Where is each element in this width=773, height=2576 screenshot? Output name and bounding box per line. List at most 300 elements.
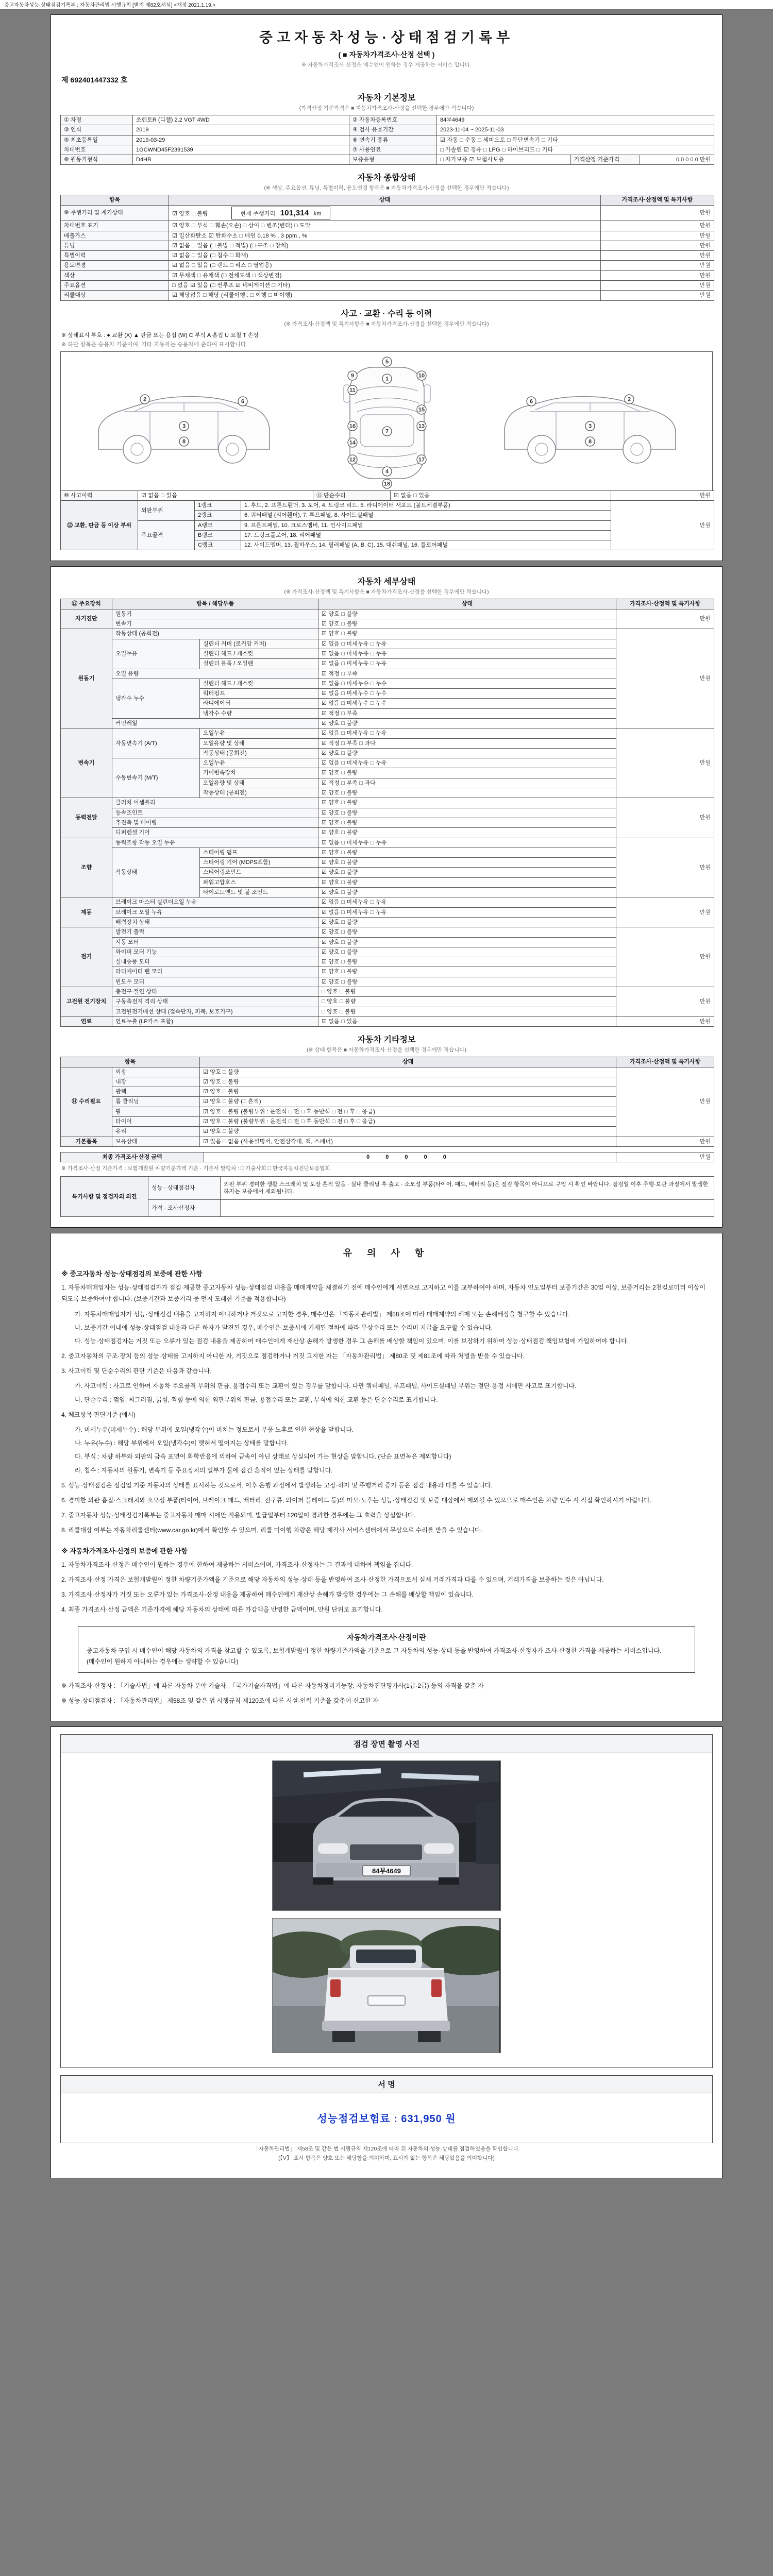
price-cell: 만원: [616, 798, 714, 838]
status-options[interactable]: ☑ 적정 □ 부족 □ 과다: [318, 738, 616, 748]
accident-legend-note: ※ 하단 항목은 승용차 기준이며, 기타 자동차는 승용차에 준하여 표시합니다.: [61, 341, 248, 348]
page-2: [51, 566, 722, 1228]
section-note-detail: (※ 가격조사·산정액 및 특기사항은 ■ 자동차가격조사·산정을 선택한 경우에만 적습니다): [284, 589, 489, 596]
notice-line: 다. 성능·상태점검자는 거짓 또는 오류가 있는 점검 내용을 제공하여 매수인에게 재산상 손해가 발생한 경우 그 손해를 배상할 책임이 있으며, 이를 보장하기 위하여 성능·상태점검 책임보험에 가입하여야 합니다.: [75, 1337, 629, 1345]
final-price-note: ※ 가격조사·산정 기준가격 : 보험개발원 차량기준가액 기준 · 기준서 발행처 : □ 기술사회 □ 한국자동차진단보증협회: [61, 1165, 330, 1172]
status-options[interactable]: ☑ 양호 □ 불량: [318, 917, 616, 927]
item-label: 변속기: [112, 619, 318, 629]
status-options[interactable]: ☑ 양호 □ 불량: [318, 798, 616, 808]
price-cell: 만원: [601, 241, 714, 250]
notice-line: 나. 보증기간 이내에 성능·상태점검 내용과 다른 하자가 발견된 경우, 매수인은 보증서에 기재된 절차에 따라 무상수리 또는 수리비 지급을 요구할 수 있습니다.: [75, 1324, 493, 1331]
inspector-label: 성능 · 상태점검자: [148, 1177, 221, 1200]
subitem-label: 스티어링조인트: [200, 868, 318, 877]
inspection-period-value: 2023-11-04 ~ 2025-11-03: [437, 125, 714, 135]
notice-line: ※ 성능·상태점검자 : 「자동차관리법」 제58조 및 같은 법 시행규칙 제120조에 따른 시설·인력 기준을 갖추어 신고한 자: [61, 1697, 379, 1705]
status-options[interactable]: ☑ 양호 □ 부식 □ 훼손(오손) □ 상이 □ 변조(변타) □ 도말: [169, 221, 601, 231]
price-cell: 만원: [616, 927, 714, 987]
car-diagram: [60, 351, 713, 490]
svg-text:7: 7: [385, 428, 389, 435]
status-options[interactable]: ☑ 양호 □ 불량: [318, 977, 616, 987]
final-price-table: [60, 1152, 714, 1162]
appraiser-comment: [221, 1200, 714, 1217]
table-row: [61, 1127, 714, 1137]
section-title-accident: 사고 · 교환 · 수리 등 이력: [341, 309, 432, 318]
final-price-label: 최종 가격조사·산정 금액: [61, 1152, 204, 1162]
svg-text:4: 4: [385, 468, 389, 475]
status-options[interactable]: ☑ 없음 □ 미세누유 □ 누유: [318, 649, 616, 658]
table-row: [61, 125, 714, 135]
status-options[interactable]: ☑ 있음 □ 없음 (사용설명서, 안전삼각대, 잭, 스패너): [200, 1137, 616, 1146]
column-header: 가격조사·산정액 및 특기사항: [601, 195, 714, 205]
table-row: [61, 977, 714, 987]
notice-line: 1. 자동차가격조사·산정은 매수인이 원하는 경우에 한하여 제공하는 서비스이며, 가격조사·산정자는 그 결과에 대하여 책임을 집니다.: [61, 1561, 413, 1568]
status-options[interactable]: ☑ 양호 □ 불량: [318, 768, 616, 778]
item-label: 오일누유: [112, 639, 200, 669]
notice-body: [60, 1268, 713, 1615]
notice-line: 6. 경미한 외관 흠집·스크래치와 소모성 부품(타이어, 브레이크 패드, 배터리, 전구류, 와이퍼 블레이드 등)의 마모·노후는 성능·상태점검 및 보증 대상에서 제외될 수 있으므로 매수인은 차량 인수 시 직접 확인하시기 바랍니다.: [61, 1496, 652, 1504]
table-row: [61, 927, 714, 937]
signature-title: 서 명: [61, 2076, 712, 2093]
price-cell: 만원: [616, 609, 714, 629]
status-options[interactable]: ☑ 적정 □ 부족 □ 과다: [318, 778, 616, 788]
notice-line: 1. 자동차매매업자는 성능·상태점검자가 점검·제공한 중고자동차 성능·상태점검 내용을 매매계약을 체결하기 전에 매수인에게 서면으로 고지하고 이를 교부하여야 하며, 자동차 인도일부터 보증기간은 30일 이상, 보증거리는 2천킬로미터 이상이 되도록 보증하여야 합니다. (보증기간과 보증거리 중 먼저 도래한 기준을 적용합니다): [61, 1284, 705, 1303]
status-options[interactable]: ☑ 적정 □ 부족: [318, 669, 616, 679]
item-label: 배력장치 상태: [112, 917, 318, 927]
status-options[interactable]: ☑ 양호 □ 불량: [318, 937, 616, 947]
item-label: 2랭크: [195, 511, 241, 520]
engine-type-value: D4HB: [133, 155, 349, 165]
price-cell: 만원: [616, 1016, 714, 1026]
accident-symbol-legend: ※ 상태표시 부호 : ● 교환 (X) ▲ 판금 또는 용접 (W) C 부식 A 흠집 U 요철 T 손상: [61, 332, 259, 338]
item-label: 윈도우 모터: [112, 977, 318, 987]
table-row: [61, 241, 714, 250]
warranty-type-options[interactable]: □ 자가보증 ☑ 보험사보증: [437, 155, 571, 165]
svg-text:13: 13: [418, 423, 425, 430]
inspection-photo-rear: [272, 1918, 501, 2053]
status-options[interactable]: ☑ 없음 □ 있음: [318, 1016, 616, 1026]
status-options[interactable]: ☑ 양호 □ 불량: [318, 858, 616, 868]
status-options[interactable]: ☑ 없음 □ 미세누유 □ 누유: [318, 838, 616, 848]
group-label: 고전원 전기장치: [61, 987, 112, 1017]
status-options[interactable]: ☑ 없음 □ 미세누유 □ 누유: [318, 639, 616, 649]
item-label: 클러치 어셈블리: [112, 798, 318, 808]
subitem-label: 워터펌프: [200, 689, 318, 699]
item-label: 주요골격: [138, 520, 195, 550]
item-label: 내장: [112, 1077, 200, 1087]
subitem-label: 타이로드엔드 및 볼 조인트: [200, 888, 318, 897]
item-label: 구동축전지 격리 상태: [112, 997, 318, 1007]
table-row: [61, 808, 714, 818]
notice-footnotes: [60, 1680, 713, 1706]
status-options[interactable]: ☑ 양호 □ 불량: [318, 629, 616, 639]
notice-line: ※ 자동차가격조사·산정의 보증에 관한 사항: [61, 1547, 188, 1555]
table-row: [61, 917, 714, 927]
photo-section-title: 점검 장면 촬영 사진: [61, 1735, 712, 1753]
status-options[interactable]: ☑ 양호 □ 불량: [318, 788, 616, 798]
registration-number-label: ② 자동차등록번호: [349, 115, 437, 125]
item-label: 외판부위: [138, 500, 195, 520]
inspection-insurance-fee: 성능점검보험료 : 631,950 원: [317, 2113, 456, 2125]
status-options[interactable]: ☑ 양호 □ 불량: [318, 848, 616, 857]
table-row: [61, 669, 714, 679]
item-label: 추진축 및 베어링: [112, 818, 318, 827]
svg-text:9: 9: [350, 372, 355, 379]
status-options[interactable]: □ 양호 □ 불량: [318, 1007, 616, 1016]
status-options[interactable]: ☑ 양호 □ 불량: [200, 1077, 616, 1087]
price-cell: 만원: [601, 261, 714, 270]
document-number: [61, 75, 712, 85]
license-plate-text: 84부4649: [372, 1867, 401, 1875]
status-options[interactable]: ☑ 없음 □ 미세누수 □ 누수: [318, 689, 616, 699]
notice-line: 2. 중고자동차의 구조·장치 등의 성능·상태를 고지하지 아니한 자, 거짓으로 점검하거나 거짓 고지한 자는 「자동차관리법」 제80조 및 제81조에 따라 처벌을 받을 수 있습니다.: [61, 1352, 525, 1360]
table-row: [61, 897, 714, 907]
notice-line: 가. 자동차매매업자가 성능·상태점검 내용을 고지하지 아니하거나 거짓으로 고지한 경우, 매수인은 「자동차관리법」 제58조에 따라 매매계약의 해제 또는 손해배상을 청구할 수 있습니다.: [75, 1310, 570, 1318]
registration-number-value: 84부4649: [437, 115, 714, 125]
table-row: [61, 1137, 714, 1146]
table-row: [61, 261, 714, 270]
item-label: 동력조향 작동 오일 누유: [112, 838, 318, 848]
svg-text:3: 3: [588, 423, 592, 430]
base-price-value: 0 0 0 0 0 만원: [640, 155, 714, 165]
column-header: 항목: [61, 1057, 200, 1067]
car-diagram-svg: [61, 354, 713, 490]
page-3: [51, 1233, 722, 1721]
status-options[interactable]: ☑ 일산화탄소 ☑ 탄화수소 □ 매연 0.18 % , 3 ppm , %: [169, 231, 601, 241]
subitem-label: 스티어링 기어 (MDPS포함): [200, 858, 318, 868]
item-label: A랭크: [195, 520, 241, 530]
status-options[interactable]: ☑ 적정 □ 부족: [318, 708, 616, 718]
status-options[interactable]: ☑ 양호 □ 불량: [318, 888, 616, 897]
inspection-photo-section: [60, 1734, 713, 2068]
document-subtitle-note: ※ 자동차가격조사·산정은 매수인이 원하는 경우 제공하는 서비스 입니다.: [301, 62, 472, 68]
item-label: 용도변경: [61, 261, 169, 270]
subitem-label: 작동상태 (공회전): [200, 748, 318, 758]
svg-text:15: 15: [418, 406, 425, 413]
table-row: [61, 798, 714, 808]
table-row: [61, 1177, 714, 1200]
notice-line: 2. 가격조사·산정 가격은 보험개발원이 정한 차량기준가액을 기준으로 해당 자동차의 성능·상태 등을 반영하여 조사·산정한 가격으로서 실제 거래가격과 다를 수 있으며, 거래가격을 보증하는 것은 아닙니다.: [61, 1575, 604, 1583]
document-title: 중고자동차성능·상태점검기록부: [259, 30, 514, 45]
signature-section: [60, 2075, 713, 2143]
other-info-table: [60, 1057, 714, 1147]
fuel-label: ⑦ 사용연료: [349, 145, 437, 155]
accident-status-table: [60, 490, 714, 501]
current-mileage-box: [231, 207, 330, 220]
text-cell: 1. 후드, 2. 프론트휀더, 3. 도어, 4. 트렁크 리드, 5. 라디에이터 서포트 (볼트체결부품): [241, 500, 611, 510]
table-row: [61, 1016, 714, 1026]
column-header: 항목 / 해당부품: [112, 599, 318, 609]
price-cell: 만원: [616, 838, 714, 897]
svg-text:6: 6: [241, 398, 245, 405]
subitem-label: 라디에이터: [200, 699, 318, 708]
item-label: 발전기 출력: [112, 927, 318, 937]
price-cell: 만원: [601, 270, 714, 280]
table-row: [61, 251, 714, 261]
status-options[interactable]: ☑ 양호 □ 불량: [318, 828, 616, 838]
table-row: [61, 947, 714, 957]
status-options[interactable]: ☑ 양호 □ 불량: [200, 1067, 616, 1077]
table-row: [61, 1087, 714, 1097]
table-row: [61, 997, 714, 1007]
item-label: 연료누출 (LP가스 포함): [112, 1016, 318, 1026]
item-label: 등속조인트: [112, 808, 318, 818]
item-label: 배출가스: [61, 231, 169, 241]
price-cell: 만원: [601, 205, 714, 221]
status-options[interactable]: ☑ 양호 □ 불량: [318, 957, 616, 967]
status-options[interactable]: □ 양호 □ 불량: [318, 997, 616, 1007]
status-options[interactable]: ☑ 양호 □ 불량: [200, 1127, 616, 1137]
status-options[interactable]: ☑ 해당없음 □ 해당 (리콜이행 : □ 이행 □ 미이행): [169, 291, 601, 300]
notice-line: 4. 체크항목 판단기준 (예시): [61, 1411, 136, 1418]
model-year-label: ③ 연식: [61, 125, 133, 135]
status-options[interactable]: ☑ 양호 □ 불량: [318, 609, 616, 619]
text-cell: 9. 프론트패널, 10. 크로스멤버, 11. 인사이드패널: [241, 520, 611, 530]
first-registration-value: 2019-03-29: [133, 135, 349, 145]
simple-repair-label: ⑪ 단순수리: [313, 490, 391, 500]
status-options[interactable]: ☑ 없음 □ 미세누유 □ 누유: [318, 897, 616, 907]
status-options[interactable]: ☑ 양호 □ 불량 (불량부위 : 운전석 □ 전 □ 후 동반석 □ 전 □ 후 □ 응급): [200, 1116, 616, 1126]
fee-value: 631,950: [401, 2113, 442, 2125]
table-row: [61, 937, 714, 947]
table-row: [61, 599, 714, 609]
status-options[interactable]: ☑ 양호 □ 불량: [318, 877, 616, 887]
status-options[interactable]: ☑ 없음 □ 미세누수 □ 누수: [318, 699, 616, 708]
page-4: [51, 1726, 722, 2178]
group-label: 전기: [61, 927, 112, 987]
price-survey-box-title: 자동차가격조사·산정이란: [347, 1633, 426, 1642]
final-price-unit: 만원: [616, 1152, 714, 1162]
doc-no-suffix: 호: [120, 76, 128, 84]
section-note-basic: (가격산정 기준가격은 ■ 자동차가격조사·산정을 선택한 경우에만 적습니다): [299, 105, 474, 111]
odometer-status-options[interactable]: [169, 205, 601, 221]
status-options[interactable]: □ 없음 ☑ 있음 (□ 썬루프 ☑ 네비게이션 □ 기타): [169, 281, 601, 291]
svg-text:16: 16: [349, 423, 356, 430]
status-options[interactable]: ☑ 없음 □ 미세누유 □ 누유: [318, 659, 616, 669]
notice-line: 4. 최종 가격조사·산정 금액은 기준가격에 해당 자동차의 상태에 따른 가감액을 반영한 금액이며, 만원 단위로 표기합니다.: [61, 1606, 383, 1614]
price-cell: 만원: [601, 221, 714, 231]
item-label: 주요옵션: [61, 281, 169, 291]
price-cell: 만원: [611, 500, 714, 550]
status-options[interactable]: ☑ 양호 □ 불량: [318, 868, 616, 877]
item-label: 냉각수 누수: [112, 679, 200, 718]
inspection-period-label: ④ 검사 유효기간: [349, 125, 437, 135]
status-options[interactable]: ☑ 양호 □ 불량: [318, 719, 616, 728]
notice-line: 3. 사고이력 및 단순수리의 판단 기준은 다음과 같습니다.: [61, 1367, 212, 1375]
table-row: [61, 270, 714, 280]
item-label: 브레이크 오일 누유: [112, 907, 318, 917]
first-registration-label: ⑤ 최초등록일: [61, 135, 133, 145]
group-label: 조향: [61, 838, 112, 897]
table-row: [61, 1077, 714, 1087]
column-header: 가격조사·산정액 및 특기사항: [616, 599, 714, 609]
table-row: [61, 719, 714, 728]
table-row: [61, 1007, 714, 1016]
item-label: 색상: [61, 270, 169, 280]
status-options[interactable]: ☑ 없음 □ 미세누유 □ 누유: [318, 758, 616, 768]
item-label: 작동상태: [112, 848, 200, 897]
footer-legal: [60, 2145, 713, 2167]
price-cell: 만원: [611, 490, 714, 500]
svg-text:2: 2: [143, 396, 147, 403]
notice-line: 5. 성능·상태점검은 점검일 기준 자동차의 상태를 표시하는 것으로서, 이후 운행 과정에서 발생하는 고장·하자 및 주행거리 증가 등은 점검 내용과 다를 수 있습니다.: [61, 1481, 493, 1489]
warranty-type-label: 보증유형: [349, 155, 437, 165]
car-name-label: ① 차명: [61, 115, 133, 125]
model-year-value: 2019: [133, 125, 349, 135]
notice-line: ※ 가격조사·산정자 : 「기술사법」에 따른 자동차 분야 기술사, 「국가기술자격법」에 따른 자동차정비기능장, 자동차진단평가사(1급·2급) 등의 자격을 갖춘 자: [61, 1682, 484, 1690]
item-label: 작동상태 (공회전): [112, 629, 318, 639]
group-label: 기본품목: [61, 1137, 112, 1146]
item-label: 충전구 절연 상태: [112, 987, 318, 997]
notice-line: 나. 단순수리 : 꺾임, 찌그러짐, 긁힘, 찍힘 등에 의한 외판부위의 판금, 용접수리 또는 교환, 부식에 의한 교환 등은 단순수리로 표기합니다.: [75, 1396, 438, 1403]
subitem-label: 실린더 커버 (로커암 커버): [200, 639, 318, 649]
item-label: 라디에이터 팬 모터: [112, 967, 318, 977]
item-label: B랭크: [195, 530, 241, 540]
transmission-options[interactable]: ☑ 자동 □ 수동 □ 세미오토 □ 무단변속기 □ 기타: [437, 135, 714, 145]
item-label: 유리: [112, 1127, 200, 1137]
item-label: 시동 모터: [112, 937, 318, 947]
fee-label: 성능점검보험료: [317, 2113, 391, 2125]
svg-text:3: 3: [182, 423, 186, 430]
table-row: [61, 155, 714, 165]
section-title-comprehensive: 자동차 종합상태: [357, 174, 416, 183]
price-cell: 만원: [616, 629, 714, 728]
column-header: ⑬ 주요장치: [61, 599, 112, 609]
item-label: 휠: [112, 1107, 200, 1116]
status-options[interactable]: ☑ 양호 □ 불량: [200, 1087, 616, 1097]
item-label: 1랭크: [195, 500, 241, 510]
status-options[interactable]: ☑ 양호 □ 불량 (불량부위 : 운전석 □ 전 □ 후 동반석 □ 전 □ 후 □ 응급): [200, 1107, 616, 1116]
notice-line: 라. 침수 : 자동차의 원동기, 변속기 등 주요장치의 일부가 물에 잠긴 흔적이 있는 상태를 말합니다.: [75, 1466, 333, 1474]
status-options[interactable]: ☑ 양호 □ 불량: [318, 927, 616, 937]
text-cell: 6. 쿼터패널 (리어휀더), 7. 루프패널, 8. 사이드실패널: [241, 511, 611, 520]
svg-text:2: 2: [627, 396, 631, 403]
table-row: [61, 1057, 714, 1067]
item-label: 와이퍼 모터 기능: [112, 947, 318, 957]
simple-repair-options[interactable]: ☑ 없음 □ 있음: [391, 490, 611, 500]
status-options[interactable]: ☑ 없음 □ 있음 (□ 침수 □ 화재): [169, 251, 601, 261]
table-row: [61, 291, 714, 300]
table-row: [61, 145, 714, 155]
column-header: 상태: [169, 195, 601, 205]
subitem-label: 실린더 헤드 / 개스킷: [200, 679, 318, 688]
table-row: [61, 135, 714, 145]
item-label: 룸 클리닝: [112, 1097, 200, 1107]
subitem-label: 실린더 헤드 / 개스킷: [200, 649, 318, 658]
notice-line: 7. 중고자동차 성능·상태점검기록부는 중고자동차 매매 시에만 적용되며, 발급일부터 120일이 경과한 경우에는 그 효력을 상실합니다.: [61, 1512, 415, 1519]
table-row: [61, 231, 714, 241]
fuel-options[interactable]: □ 가솔린 ☑ 경유 □ LPG □ 하이브리드 □ 기타: [437, 145, 714, 155]
fee-unit: 원: [445, 2113, 456, 2125]
table-row: [61, 818, 714, 827]
status-options[interactable]: ☑ 양호 □ 불량 (□ 흔적): [200, 1097, 616, 1107]
group-label: 동력전달: [61, 798, 112, 838]
notice-line: 가. 사고이력 : 사고로 인하여 자동차 주요골격 부위의 판금, 용접수리 또는 교환이 있는 경우를 말합니다. 다만 쿼터패널, 루프패널, 사이드실패널 부위는 절단·용접 시에만 사고로 표기합니다.: [75, 1382, 577, 1390]
item-label: 원동기: [112, 609, 318, 619]
vin-label: 차대번호: [61, 145, 133, 155]
exchange-panel-table: [60, 500, 714, 550]
price-cell: 만원: [616, 1137, 714, 1146]
column-header: 가격조사·산정액 및 특기사항: [616, 1057, 714, 1067]
notice-line: 가. 미세누유(미세누수) : 해당 부위에 오일(냉각수)이 비치는 정도로서 부품 노후로 인한 현상을 말합니다.: [75, 1426, 354, 1434]
status-options[interactable]: ☑ 양호 □ 불량: [318, 619, 616, 629]
notice-title: 유 의 사 항: [343, 1248, 430, 1259]
status-options[interactable]: ☑ 양호 □ 불량: [318, 748, 616, 758]
table-row: [61, 1067, 714, 1077]
table-row: [61, 838, 714, 848]
vin-value: 1GCWND45F2391539: [133, 145, 349, 155]
column-header: 항목: [61, 195, 169, 205]
text-cell: 12. 사이드멤버, 13. 휠하우스, 14. 필러패널 (A, B, C), 15. 대쉬패널, 16. 플로어패널: [241, 540, 611, 550]
odometer-status-text: ☑ 양호 □ 불량: [172, 210, 208, 217]
svg-text:12: 12: [349, 456, 356, 463]
status-options[interactable]: ☑ 양호 □ 불량: [318, 818, 616, 827]
status-options[interactable]: □ 양호 □ 불량: [318, 987, 616, 997]
status-options[interactable]: ☑ 없음 □ 있음 (□ 불법 □ 적법) (□ 구조 □ 장치): [169, 241, 601, 250]
table-row: [61, 629, 714, 639]
section-note-comprehensive: (※ 색상, 주요옵션, 튜닝, 특별이력, 용도변경 항목은 ■ 자동차가격조사·산정을 선택한 경우에만 적습니다): [264, 185, 509, 192]
table-row: [61, 609, 714, 619]
status-options[interactable]: ☑ 양호 □ 불량: [318, 967, 616, 977]
notice-line: 다. 부식 : 차량 하부와 외판의 금속 표면이 화학반응에 의하여 금속이 아닌 상태로 상실되어 가는 현상을 말합니다. (단순 표면녹은 제외합니다): [75, 1453, 451, 1461]
notice-line: 8. 리콜대상 여부는 자동차리콜센터(www.car.go.kr)에서 확인할 수 있으며, 리콜 미이행 차량은 해당 제작사 서비스센터에서 무상으로 수리를 받을 수 있습니다.: [61, 1527, 482, 1534]
item-label: 오일 유량: [112, 669, 318, 679]
page-1: [51, 14, 722, 561]
item-label: 차대번호 표기: [61, 221, 169, 231]
price-cell: 만원: [601, 231, 714, 241]
status-options[interactable]: ☑ 없음 □ 미세누유 □ 누유: [318, 907, 616, 917]
table-row: [61, 967, 714, 977]
item-label: 실내송풍 모터: [112, 957, 318, 967]
price-survey-box-text: 중고자동차 구입 시 매수인이 해당 자동차의 가격을 참고할 수 있도록, 보험개발원이 정한 차량기준가액을 기준으로 그 자동차의 성능·상태 등을 반영하여 가격조사·산정자가 조사·산정한 가격을 제공하는 서비스입니다. (매수인이 원하지 아니하는 경우에는 생략할 수 있습니다): [87, 1647, 662, 1666]
status-options[interactable]: ☑ 양호 □ 불량: [318, 808, 616, 818]
status-options[interactable]: ☑ 없음 □ 미세누수 □ 누수: [318, 679, 616, 688]
svg-text:1: 1: [385, 376, 389, 382]
svg-text:5: 5: [385, 359, 389, 365]
section-note-accident: (※ 가격조사·산정액 및 특기사항은 ■ 자동차가격조사·산정을 선택한 경우에만 적습니다): [284, 320, 489, 327]
footer-line-1: 「자동차관리법」 제58조 및 같은 법 시행규칙 제120조에 따라 위 자동차의 성능·상태를 점검하였음을 확인합니다.: [253, 2145, 520, 2152]
item-label: 타이어: [112, 1116, 200, 1126]
price-survey-info-box: [78, 1626, 695, 1673]
form-reference-strip: 중고자동차성능·상태점검기록부 : 자동차관리법 시행규칙 [별지 제82호서식] <개정 2021.1.19.>: [0, 0, 773, 9]
document-subtitle: ( ■ 자동차가격조사·산정 선택 ): [338, 50, 435, 59]
table-row: [61, 828, 714, 838]
group-label: 자기진단: [61, 609, 112, 629]
subitem-label: 오일유량 및 상태: [200, 778, 318, 788]
group-label: 변속기: [61, 728, 112, 798]
status-options[interactable]: ☑ 무채색 □ 유채색 (□ 전체도색 □ 색상변경): [169, 270, 601, 280]
doc-no-value: 692401447332: [70, 76, 119, 84]
table-row: [61, 490, 714, 500]
doc-no-prefix: 제: [61, 76, 69, 84]
status-options[interactable]: ☑ 없음 □ 있음 (□ 렌트 □ 리스 □ 영업용): [169, 261, 601, 270]
notice-line: 나. 누유(누수) : 해당 부위에서 오일(냉각수)이 맺혀서 떨어지는 상태를 말합니다.: [75, 1439, 289, 1447]
subitem-label: 파워고압호스: [200, 877, 318, 887]
group-label: 연료: [61, 1016, 112, 1026]
status-options[interactable]: ☑ 없음 □ 미세누유 □ 누유: [318, 728, 616, 738]
section-note-other: (※ 상태 항목은 ■ 자동차가격조사·산정을 선택한 경우에만 적습니다): [307, 1047, 466, 1054]
base-price-label: 가격산정 기준가격: [571, 155, 640, 165]
status-options[interactable]: ☑ 양호 □ 불량: [318, 947, 616, 957]
footer-line-2: (【V】 표시 항목은 양호 또는 해당함을 의미하며, 표시가 없는 항목은 해당없음을 의미합니다): [278, 2155, 495, 2161]
current-mileage-label: 현재 주행거리: [240, 210, 276, 217]
table-row: [61, 205, 714, 221]
item-label: 커먼레일: [112, 719, 318, 728]
item-label: 브레이크 마스터 실린더오일 누유: [112, 897, 318, 907]
appraiser-label: 가격 · 조사산정자: [148, 1200, 221, 1217]
engine-type-label: ⑧ 원동기형식: [61, 155, 133, 165]
price-cell: 만원: [601, 281, 714, 291]
accident-history-options[interactable]: ☑ 없음 □ 있음: [138, 490, 313, 500]
